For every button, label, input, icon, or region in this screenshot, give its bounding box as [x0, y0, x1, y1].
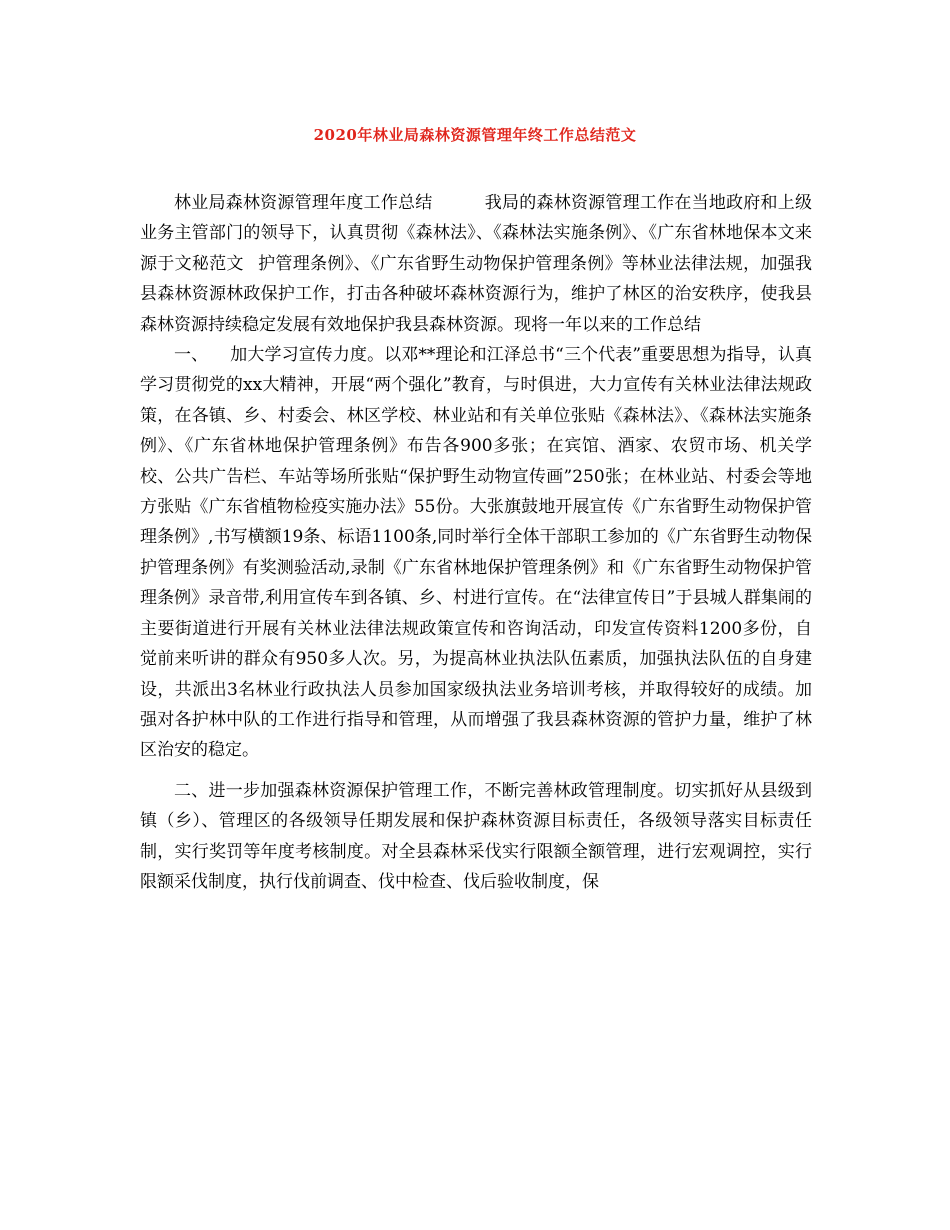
intro-text-continued: 护管理条例》、《广东省野生动物保护管理条例》等林业法律法规，加强我县森林资源林政保护工作，打击各种破坏森林资源行为，维护了林区的治安秩序，使我县森林资源持续稳定发展有效地保护我县森林资源。现将一年以来的工作总结 — [140, 253, 813, 335]
document-body — [140, 188, 812, 897]
section-1-text: 加大学习宣传力度。以邓**理论和江泽总书“三个代表”重要思想为指导，认真学习贯彻党的xx大精神，开展“两个强化”教育，与时俱进，大力宣传有关林业法律法规政策，在各镇、乡、村委会、林区学校、林业站和有关单位张贴《森林法》、《森林法实施条例》、《广东省林地保护管理条例》布告各900多张；在宾馆、酒家、农贸市场、机关学校、公共广告栏、车站等场所张贴“保护野生动物宣传画”250张；在林业站、村委会等地方张贴《广东省植物检疫实施办法》55份。大张旗鼓地开展宣传《广东省野生动物保护管理条例》,书写横额19条、标语1100条,同时举行全体干部职工参加的《广东省野生动物保护管理条例》有奖测验活动,录制《广东省林地保护管理条例》和《广东省野生动物保护管理条例》录音带,利用宣传车到各镇、乡、村进行宣传。在“法律宣传日”于县城人群集闹的主要街道进行开展有关林业法律法规政策宣传和咨询活动，印发宣传资料1200多份，自觉前来听讲的群众有950多人次。另，为提高林业执法队伍素质，加强执法队伍的自身建设，共派出3名林业行政执法人员参加国家级执法业务培训考核，并取得较好的成绩。加强对各护林中队的工作进行指导和管理，从而增强了我县森林资源的管护力量，维护了林区治安的稳定。 — [140, 345, 812, 761]
section-2-text: 二、进一步加强森林资源保护管理工作，不断完善林政管理制度。切实抓好从县级到镇（乡）、管理区的各级领导任期发展和保护森林资源目标责任，各级领导落实目标责任制，实行奖罚等年度考核制度。对全县森林采伐实行限额全额管理，进行宏观调控，实行限额采伐制度，执行伐前调查、伐中检查、伐后验收制度，保 — [140, 780, 812, 892]
intro-heading: 林业局森林资源管理年度工作总结 — [174, 193, 433, 213]
paragraph-section-2 — [140, 776, 812, 898]
paragraph-section-1 — [140, 340, 812, 766]
section-1-number: 一、 — [174, 345, 209, 366]
document-title: 2020年林业局森林资源管理年终工作总结范文 — [313, 126, 637, 144]
paragraph-intro — [140, 188, 812, 340]
intro-text: 我局的森林资源管理工作在当地政府和上级业务主管部门的领导下，认真贯彻《森林法》、《森林法实施条例》、《广东省林地保本文来源于文秘范文 — [140, 193, 813, 274]
